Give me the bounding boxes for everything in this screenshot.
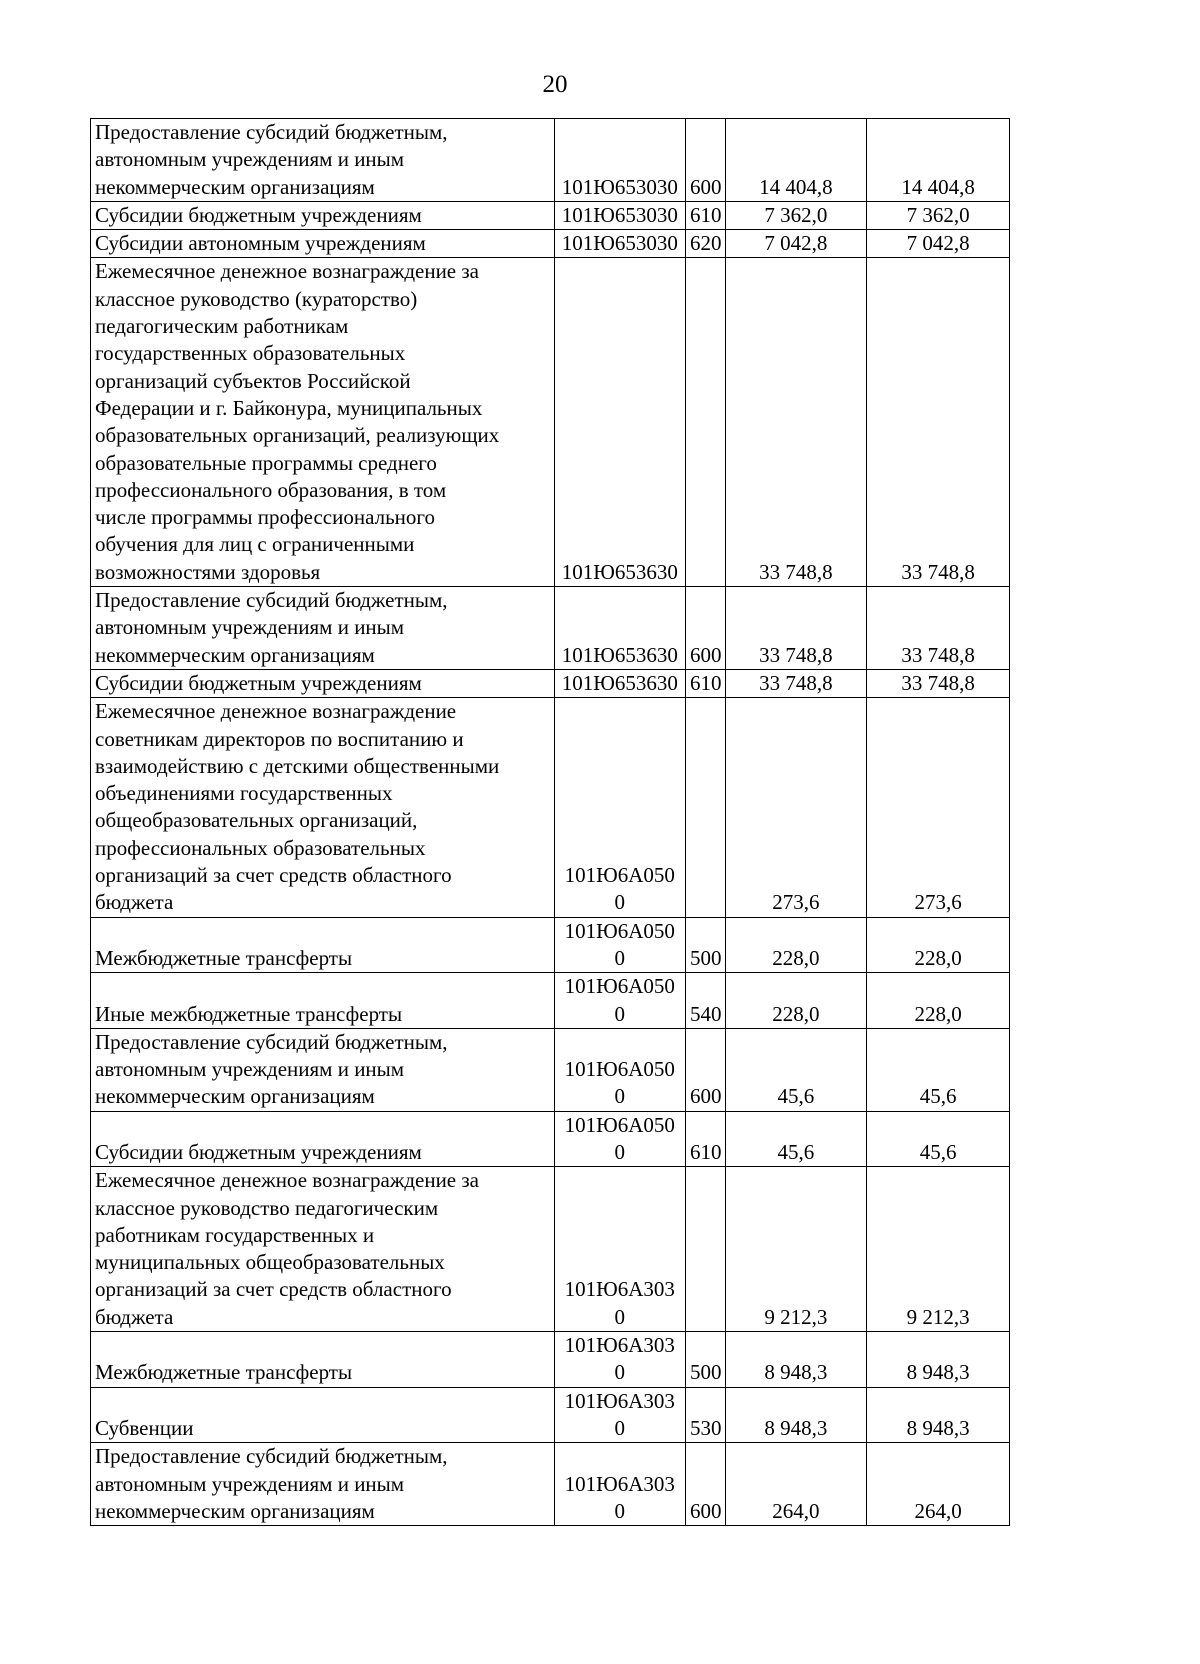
table-row [91, 1167, 1010, 1332]
row-name: Межбюджетные трансферты [91, 917, 555, 973]
row-expense-type [685, 258, 725, 587]
row-code: 101Ю653630 [554, 669, 685, 697]
row-code: 101Ю6А303 0 [554, 1443, 685, 1526]
row-amount-1: 33 748,8 [725, 258, 867, 587]
row-name: Субсидии автономным учреждениям [91, 230, 555, 258]
row-code: 101Ю653630 [554, 258, 685, 587]
table-row [91, 201, 1010, 229]
row-name: Субсидии бюджетным учреждениям [91, 1111, 555, 1167]
row-name: Субсидии бюджетным учреждениям [91, 201, 555, 229]
row-amount-2: 7 362,0 [867, 201, 1010, 229]
table-row [91, 1028, 1010, 1111]
row-expense-type: 620 [685, 230, 725, 258]
table-row [91, 119, 1010, 202]
row-code: 101Ю653030 [554, 201, 685, 229]
row-code: 101Ю653030 [554, 119, 685, 202]
row-amount-2: 33 748,8 [867, 587, 1010, 670]
row-name: Ежемесячное денежное вознаграждение советникам директоров по воспитанию и взаимодействию с детскими общественными объединениями государственных общеобразовательных организаций, профессиональных образовательных организаций за счет средств областного бюджета [91, 698, 555, 917]
row-amount-2: 228,0 [867, 917, 1010, 973]
row-expense-type [685, 1167, 725, 1332]
row-amount-1: 33 748,8 [725, 587, 867, 670]
row-amount-1: 228,0 [725, 973, 867, 1029]
row-amount-2: 14 404,8 [867, 119, 1010, 202]
row-name: Предоставление субсидий бюджетным, автономным учреждениям и иным некоммерческим организациям [91, 1028, 555, 1111]
row-expense-type: 600 [685, 1028, 725, 1111]
row-name: Предоставление субсидий бюджетным, автономным учреждениям и иным некоммерческим организациям [91, 587, 555, 670]
row-amount-2: 264,0 [867, 1443, 1010, 1526]
table-row [91, 973, 1010, 1029]
row-amount-2: 228,0 [867, 973, 1010, 1029]
row-code: 101Ю653630 [554, 587, 685, 670]
row-amount-1: 273,6 [725, 698, 867, 917]
table-row [91, 258, 1010, 587]
row-expense-type: 600 [685, 1443, 725, 1526]
row-amount-2: 33 748,8 [867, 258, 1010, 587]
row-amount-1: 45,6 [725, 1028, 867, 1111]
row-expense-type: 600 [685, 119, 725, 202]
row-amount-1: 8 948,3 [725, 1387, 867, 1443]
row-expense-type: 610 [685, 1111, 725, 1167]
row-amount-1: 7 362,0 [725, 201, 867, 229]
row-name: Предоставление субсидий бюджетным, автономным учреждениям и иным некоммерческим организациям [91, 1443, 555, 1526]
row-amount-1: 228,0 [725, 917, 867, 973]
row-expense-type [685, 698, 725, 917]
row-amount-1: 9 212,3 [725, 1167, 867, 1332]
row-expense-type: 610 [685, 201, 725, 229]
row-code: 101Ю6А050 0 [554, 1028, 685, 1111]
row-amount-1: 264,0 [725, 1443, 867, 1526]
table-row [91, 1111, 1010, 1167]
table-row [91, 669, 1010, 697]
row-name: Субсидии бюджетным учреждениям [91, 669, 555, 697]
row-amount-2: 8 948,3 [867, 1387, 1010, 1443]
table-row [91, 587, 1010, 670]
row-code: 101Ю6А303 0 [554, 1332, 685, 1388]
row-code: 101Ю6А050 0 [554, 917, 685, 973]
row-expense-type: 500 [685, 917, 725, 973]
table-row [91, 698, 1010, 917]
row-code: 101Ю6А303 0 [554, 1167, 685, 1332]
row-name: Ежемесячное денежное вознаграждение за классное руководство педагогическим работникам государственных и муниципальных общеобразовательных организаций за счет средств областного бюджета [91, 1167, 555, 1332]
page-number: 20 [542, 71, 568, 98]
row-amount-2: 45,6 [867, 1111, 1010, 1167]
row-name: Иные межбюджетные трансферты [91, 973, 555, 1029]
row-code: 101Ю653030 [554, 230, 685, 258]
row-code: 101Ю6А050 0 [554, 973, 685, 1029]
row-amount-1: 7 042,8 [725, 230, 867, 258]
table-row [91, 230, 1010, 258]
row-expense-type: 610 [685, 669, 725, 697]
row-amount-1: 8 948,3 [725, 1332, 867, 1388]
budget-table-body [91, 119, 1010, 1526]
row-amount-2: 33 748,8 [867, 669, 1010, 697]
row-amount-2: 8 948,3 [867, 1332, 1010, 1388]
row-code: 101Ю6А303 0 [554, 1387, 685, 1443]
row-name: Ежемесячное денежное вознаграждение за классное руководство (кураторство) педагогическим работникам государственных образовательных организаций субъектов Российской Федерации и г. Байконура, муниципальных образовательных организаций, реализующих образовательные программы среднего профессионального образования, в том числе программы профессионального обучения для лиц с ограниченными возможностями здоровья [91, 258, 555, 587]
row-expense-type: 540 [685, 973, 725, 1029]
row-amount-1: 45,6 [725, 1111, 867, 1167]
table-row [91, 917, 1010, 973]
row-name: Субвенции [91, 1387, 555, 1443]
row-expense-type: 530 [685, 1387, 725, 1443]
row-amount-2: 45,6 [867, 1028, 1010, 1111]
row-amount-2: 9 212,3 [867, 1167, 1010, 1332]
budget-table [90, 118, 1010, 1526]
row-name: Межбюджетные трансферты [91, 1332, 555, 1388]
row-code: 101Ю6А050 0 [554, 698, 685, 917]
row-amount-2: 273,6 [867, 698, 1010, 917]
table-row [91, 1443, 1010, 1526]
row-expense-type: 600 [685, 587, 725, 670]
row-name: Предоставление субсидий бюджетным, автономным учреждениям и иным некоммерческим организациям [91, 119, 555, 202]
row-amount-1: 14 404,8 [725, 119, 867, 202]
row-amount-2: 7 042,8 [867, 230, 1010, 258]
row-code: 101Ю6А050 0 [554, 1111, 685, 1167]
row-expense-type: 500 [685, 1332, 725, 1388]
row-amount-1: 33 748,8 [725, 669, 867, 697]
table-row [91, 1387, 1010, 1443]
table-row [91, 1332, 1010, 1388]
